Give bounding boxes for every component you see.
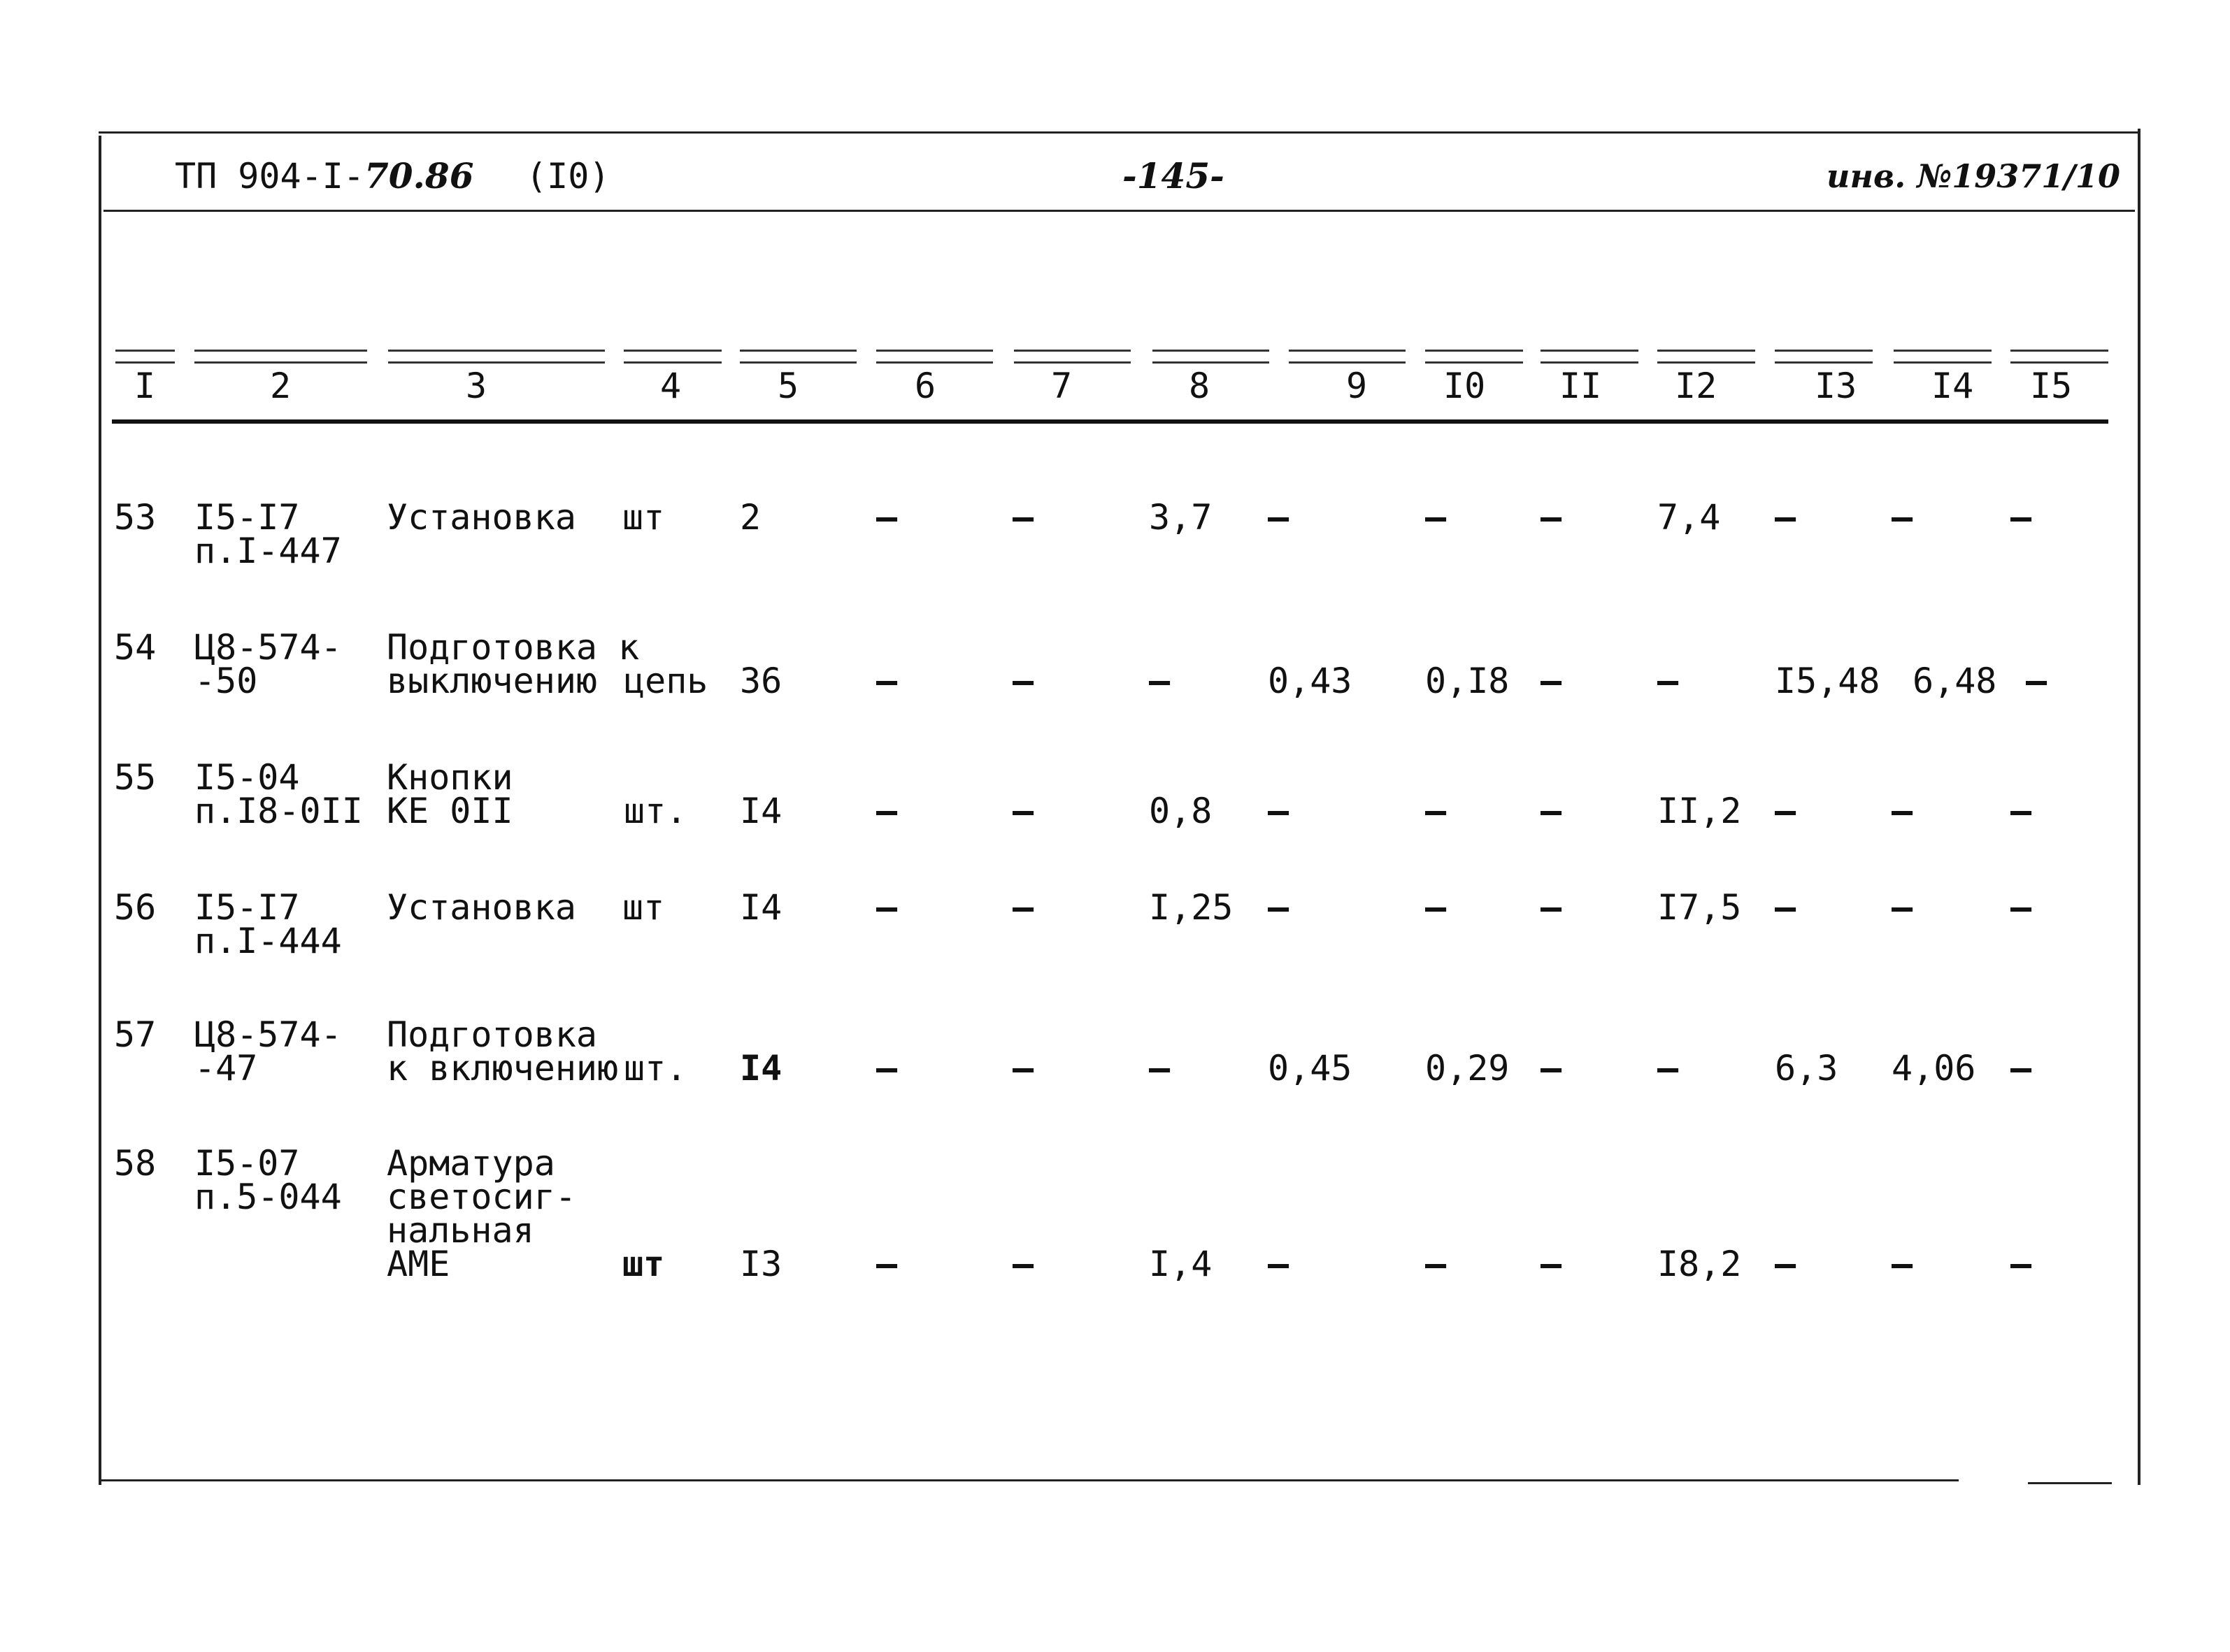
col9-value: —	[1268, 791, 1289, 831]
col11-value: —	[1541, 661, 1562, 701]
col6-value: —	[876, 497, 898, 538]
col13-value: I5,48	[1775, 661, 1880, 701]
unit: шт	[622, 1244, 665, 1284]
item-code-line: п.I-447	[194, 531, 342, 571]
column-header-rule	[876, 350, 993, 364]
col7-value: —	[1013, 497, 1034, 538]
item-code-line: I5-I7	[194, 497, 300, 538]
col15-value: —	[2010, 887, 2032, 928]
frame-top-border	[99, 131, 2139, 134]
quantity: I4	[740, 887, 782, 928]
col10-value: 0,I8	[1425, 661, 1510, 701]
col13-value: —	[1775, 791, 1796, 831]
quantity: 36	[740, 661, 782, 701]
row-number: 55	[114, 757, 157, 798]
column-header-rule	[2010, 350, 2108, 364]
column-number: I4	[1931, 366, 1974, 406]
unit: цепь	[624, 661, 708, 701]
column-header-rule	[1152, 350, 1269, 364]
column-header-rule	[1894, 350, 1992, 364]
col15-value: —	[2010, 1244, 2032, 1284]
item-name-line: нальная	[387, 1210, 534, 1251]
item-code-line: п.I-444	[194, 921, 342, 961]
column-header-rule	[1775, 350, 1873, 364]
col10-value: —	[1425, 497, 1447, 538]
column-number: 8	[1189, 366, 1210, 406]
col11-value: —	[1541, 887, 1562, 928]
doc-code	[175, 155, 474, 197]
col7-value: —	[1013, 1244, 1034, 1284]
col11-value: —	[1541, 1048, 1562, 1089]
column-header-rule	[1541, 350, 1638, 364]
row-number: 57	[114, 1014, 157, 1055]
column-number: I2	[1675, 366, 1717, 406]
column-header-rule	[388, 350, 605, 364]
frame-left-border	[99, 136, 101, 1485]
column-number: II	[1559, 366, 1602, 406]
column-header-rule	[1657, 350, 1755, 364]
col14-value: —	[1892, 791, 1913, 831]
quantity: 2	[740, 497, 762, 538]
item-name-line: Подготовка к	[387, 627, 640, 668]
column-number: I0	[1443, 366, 1486, 406]
item-name-line: светосиг-	[387, 1177, 576, 1217]
column-number: I	[134, 366, 156, 406]
item-name-line: Установка	[387, 497, 576, 538]
col6-value: —	[876, 887, 898, 928]
col9-value: 0,43	[1268, 661, 1352, 701]
col12-value: II,2	[1657, 791, 1742, 831]
item-name-line: АМЕ	[387, 1244, 450, 1284]
col10-value: —	[1425, 1244, 1447, 1284]
item-code-line: Ц8-574-	[194, 1014, 342, 1055]
column-number: 4	[660, 366, 682, 406]
column-header-bottom-rule	[112, 419, 2108, 424]
col6-value: —	[876, 1048, 898, 1089]
row-number: 56	[114, 887, 157, 928]
col8-value: 3,7	[1149, 497, 1213, 538]
doc-code-prefix: ТП 904-I-	[175, 156, 364, 196]
column-number: I3	[1815, 366, 1857, 406]
col13-value: —	[1775, 497, 1796, 538]
col12-value: I7,5	[1657, 887, 1742, 928]
col7-value: —	[1013, 791, 1034, 831]
col11-value: —	[1541, 497, 1562, 538]
col13-value: —	[1775, 1244, 1796, 1284]
page-number: -145-	[1122, 155, 1224, 196]
col8-value: —	[1149, 1048, 1171, 1089]
column-number: 6	[915, 366, 936, 406]
col14-value: —	[1892, 887, 1913, 928]
col12-value: —	[1657, 1048, 1679, 1089]
item-name-line: к включению	[387, 1048, 619, 1089]
col9-value: —	[1268, 887, 1289, 928]
col11-value: —	[1541, 791, 1562, 831]
col8-value: —	[1149, 661, 1171, 701]
item-code-line: I5-04	[194, 757, 300, 798]
col7-value: —	[1013, 887, 1034, 928]
column-number: 2	[270, 366, 292, 406]
unit: шт	[622, 887, 665, 928]
column-header-rule	[1425, 350, 1523, 364]
col6-value: —	[876, 661, 898, 701]
col8-value: I,25	[1149, 887, 1234, 928]
col14-value: —	[1892, 497, 1913, 538]
item-code-line: п.5-044	[194, 1177, 342, 1217]
col14-value: 6,48	[1913, 661, 1997, 701]
doc-code-handwritten: 70.86	[364, 155, 474, 196]
col12-value: 7,4	[1657, 497, 1721, 538]
item-name-line: Арматура	[387, 1143, 555, 1184]
column-header-rule	[115, 350, 175, 364]
column-number: I5	[2030, 366, 2073, 406]
col10-value: —	[1425, 791, 1447, 831]
col12-value: —	[1657, 661, 1679, 701]
row-number: 53	[114, 497, 157, 538]
item-code-line: Ц8-574-	[194, 627, 342, 668]
col6-value: —	[876, 791, 898, 831]
unit: шт.	[624, 1048, 687, 1089]
col15-value: —	[2010, 1048, 2032, 1089]
col6-value: —	[876, 1244, 898, 1284]
col14-value: 4,06	[1892, 1048, 1976, 1089]
column-number: 3	[466, 366, 487, 406]
column-header-rule	[740, 350, 857, 364]
col11-value: —	[1541, 1244, 1562, 1284]
header-rule	[103, 210, 2135, 212]
inventory-number: инв. №19371/10	[1827, 157, 2121, 195]
item-code-line: п.I8-0II	[194, 791, 363, 831]
col14-value: —	[1892, 1244, 1913, 1284]
item-code-line: -47	[194, 1048, 258, 1089]
sheet-number: (I0)	[526, 156, 610, 196]
frame-bottom-border-segment	[2028, 1482, 2112, 1484]
col13-value: 6,3	[1775, 1048, 1838, 1089]
item-name-line: Подготовка	[387, 1014, 598, 1055]
row-number: 54	[114, 627, 157, 668]
col13-value: —	[1775, 887, 1796, 928]
col15-value: —	[2010, 497, 2032, 538]
col7-value: —	[1013, 661, 1034, 701]
col9-value: 0,45	[1268, 1048, 1352, 1089]
unit: шт	[622, 497, 665, 538]
col9-value: —	[1268, 1244, 1289, 1284]
unit: шт.	[624, 791, 687, 831]
frame-bottom-border	[99, 1479, 1959, 1481]
item-name-line: КЕ 0II	[387, 791, 513, 831]
item-code-line: I5-I7	[194, 887, 300, 928]
col8-value: 0,8	[1149, 791, 1213, 831]
col12-value: I8,2	[1657, 1244, 1742, 1284]
item-code-line: I5-07	[194, 1143, 300, 1184]
column-header-rule	[194, 350, 367, 364]
column-header-rule	[1014, 350, 1131, 364]
col9-value: —	[1268, 497, 1289, 538]
row-number: 58	[114, 1143, 157, 1184]
item-name-line: Установка	[387, 887, 576, 928]
column-header-rule	[1289, 350, 1406, 364]
item-code-line: -50	[194, 661, 258, 701]
column-number: 7	[1051, 366, 1073, 406]
column-number: 5	[778, 366, 799, 406]
col7-value: —	[1013, 1048, 1034, 1089]
item-name-line: Кнопки	[387, 757, 513, 798]
quantity: I3	[740, 1244, 782, 1284]
col10-value: —	[1425, 887, 1447, 928]
column-number: 9	[1346, 366, 1368, 406]
item-name-line: выключению	[387, 661, 598, 701]
column-header-rule	[624, 350, 722, 364]
quantity: I4	[740, 791, 782, 831]
col15-value: —	[2010, 791, 2032, 831]
col15-value: —	[2026, 661, 2047, 701]
col10-value: 0,29	[1425, 1048, 1510, 1089]
quantity: I4	[740, 1048, 782, 1089]
frame-right-border	[2138, 129, 2140, 1485]
col8-value: I,4	[1149, 1244, 1213, 1284]
